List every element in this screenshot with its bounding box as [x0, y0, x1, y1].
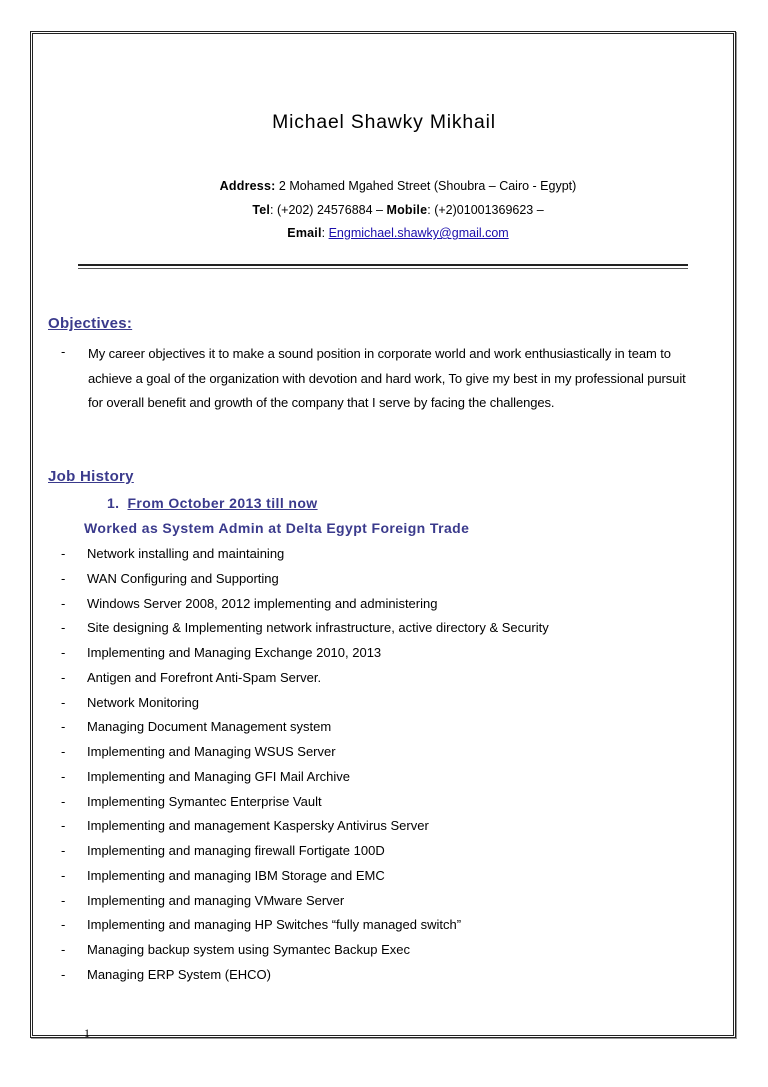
job-period-text: From October 2013 till now — [127, 495, 318, 511]
page-number: 1 — [84, 1026, 90, 1040]
list-item: - Network Monitoring — [61, 694, 199, 710]
list-item: - Implementing and managing VMware Server — [61, 892, 345, 908]
list-item: - Implementing and managing HP Switches “fully managed switch” — [61, 917, 462, 933]
list-item: - Network installing and maintaining — [61, 546, 285, 561]
job-number: 1. — [107, 495, 120, 511]
objectives-heading: Objectives: — [48, 315, 133, 332]
duties-list — [0, 544, 768, 990]
phone-line — [0, 203, 768, 217]
email-line — [0, 226, 768, 240]
list-item: - Managing ERP System (EHCO) — [61, 966, 271, 982]
email-separator: : — [321, 226, 329, 240]
job-period — [107, 495, 318, 511]
list-item: - Implementing and managing IBM Storage and EMC — [61, 867, 385, 883]
list-item: - Implementing and Managing GFI Mail Archive — [61, 768, 351, 784]
list-item: - Implementing and Managing Exchange 2010, 2013 — [61, 645, 382, 660]
list-item: - Windows Server 2008, 2012 implementing and administering — [61, 595, 438, 611]
list-item: - Antigen and Forefront Anti-Spam Server. — [61, 669, 322, 685]
list-item: - Implementing Symantec Enterprise Vault — [61, 793, 322, 809]
address-value: 2 Mohamed Mgahed Street (Shoubra – Cairo - Egypt) — [275, 179, 577, 193]
list-item: - Managing backup system using Symantec Backup Exec — [61, 942, 411, 957]
list-item: - WAN Configuring and Supporting — [61, 570, 279, 586]
list-item: - Site designing & Implementing network infrastructure, active directory & Security — [61, 620, 549, 636]
email-label: Email — [287, 226, 322, 240]
tel-label: Tel — [252, 203, 271, 217]
objectives-text: My career objectives it to make a sound position in corporate world and work enthusiastically in team to achieve a goal of the organization with devotion and hard work, To give my best in my professional pursuit for overall benefit and growth of the company that I serve by facing the challenges. — [88, 346, 686, 411]
mobile-value: : (+2)01001369623 – — [427, 203, 544, 217]
job-history-heading: Job History — [48, 468, 134, 485]
address-label: Address: — [219, 179, 276, 193]
candidate-name: Michael Shawky Mikhail — [272, 112, 496, 133]
address-line — [0, 179, 768, 193]
list-item: - Managing Document Management system — [61, 719, 332, 735]
mobile-label: Mobile — [386, 203, 428, 217]
list-item: - Implementing and Managing WSUS Server — [61, 744, 336, 759]
list-item: - Implementing and managing firewall Fortigate 100D — [61, 843, 385, 858]
email-link[interactable]: Engmichael.shawky@gmail.com — [328, 226, 509, 240]
header-divider — [78, 264, 688, 269]
tel-value: : (+202) 24576884 – — [270, 203, 387, 217]
objectives-bullet: - — [61, 344, 66, 359]
list-item: - Implementing and management Kaspersky Antivirus Server — [61, 818, 429, 834]
job-role: Worked as System Admin at Delta Egypt Foreign Trade — [84, 520, 470, 536]
